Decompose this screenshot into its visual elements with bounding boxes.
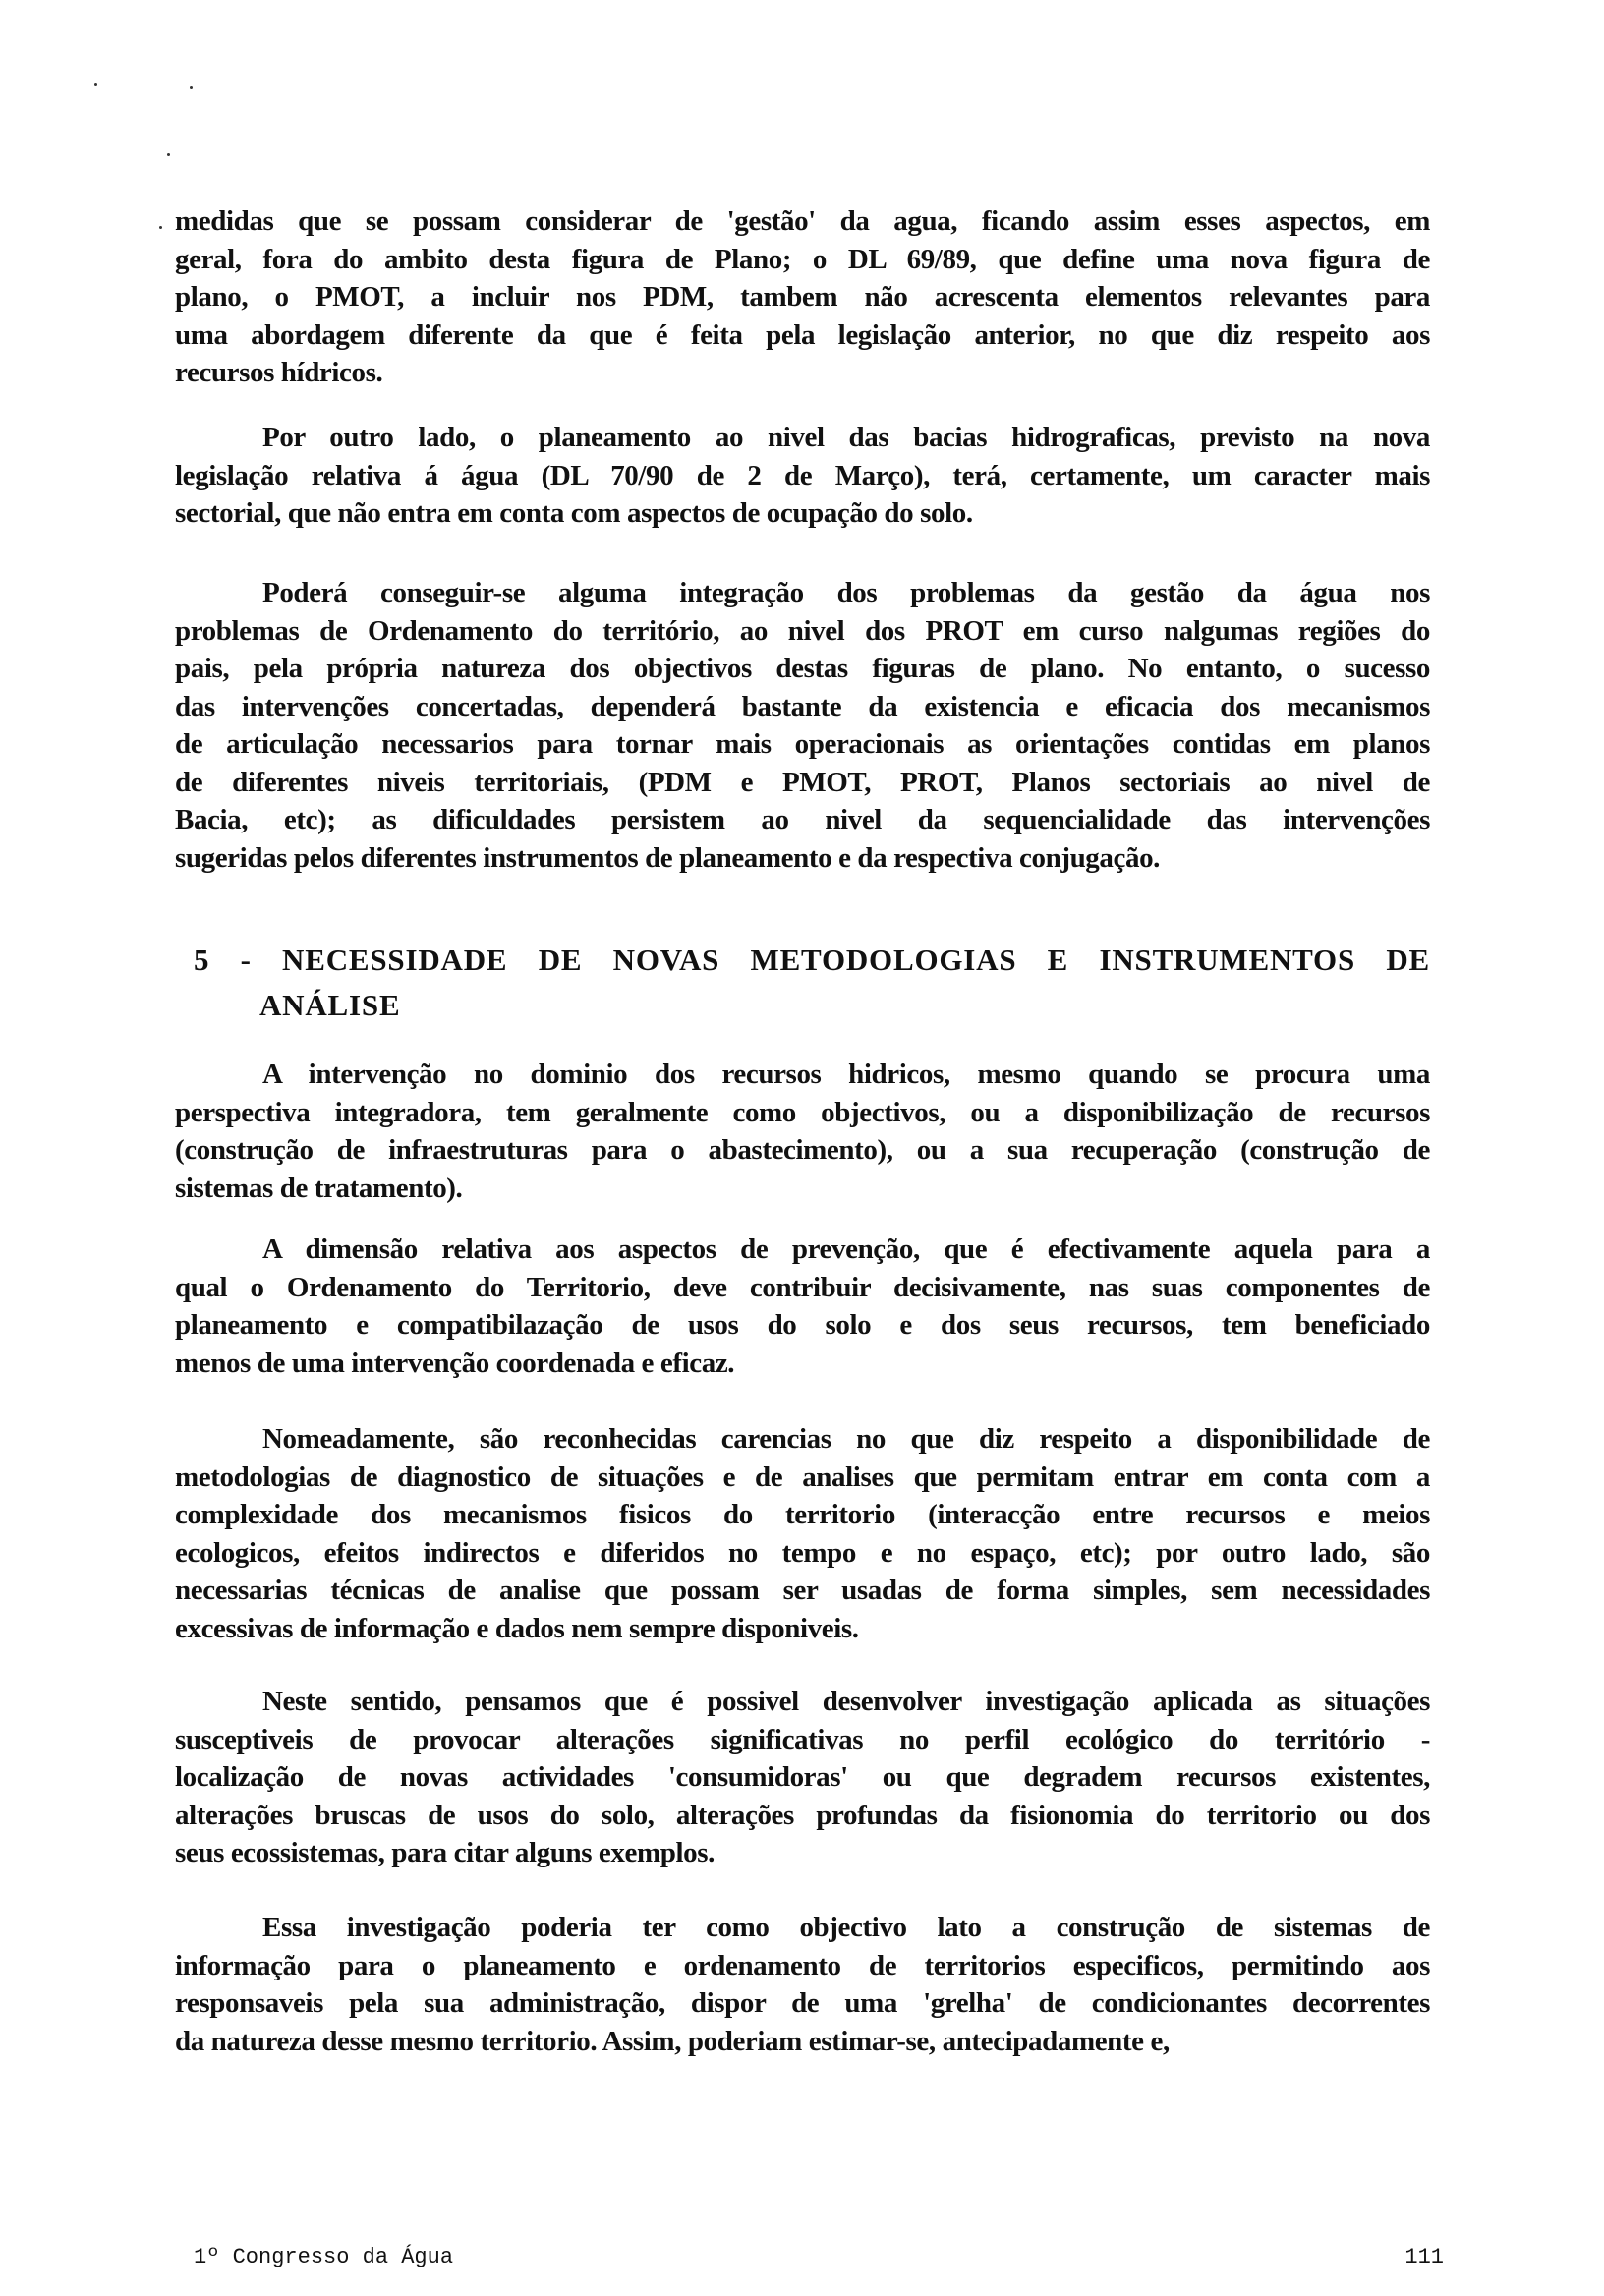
scan-speck	[167, 153, 170, 156]
text-line: Por outro lado, o planeamento ao nivel das bacias hidrograficas, previsto na nova	[262, 422, 1430, 453]
text-line: excessivas de informação e dados nem sempre disponiveis.	[175, 1612, 859, 1644]
paragraph	[175, 419, 1430, 533]
scan-speck	[159, 226, 162, 229]
text-line: necessarias técnicas de analise que possam ser usadas de forma simples, sem necessidades	[175, 1575, 1430, 1606]
text-line: A intervenção no dominio dos recursos hidricos, mesmo quando se procura uma	[262, 1059, 1430, 1090]
paragraph	[175, 202, 1430, 392]
text-line: (construção de infraestruturas para o abastecimento), ou a sua recuperação (construção de	[175, 1134, 1430, 1166]
page-footer	[194, 2245, 1444, 2269]
page-number: 111	[1404, 2245, 1444, 2269]
text-line: ecologicos, efeitos indirectos e diferidos no tempo e no espaço, etc); por outro lado, são	[175, 1536, 1430, 1569]
text-line: das intervenções concertadas, dependerá bastante da existencia e eficacia dos mecanismos	[175, 690, 1430, 722]
text-line: sistemas de tratamento).	[175, 1172, 463, 1204]
text-line: qual o Ordenamento do Territorio, deve contribuir decisivamente, nas suas componentes de	[175, 1271, 1430, 1303]
text-line: medidas que se possam considerar de 'gestão' da agua, ficando assim esses aspectos, em	[175, 205, 1430, 237]
text-line: Neste sentido, pensamos que é possivel desenvolver investigação aplicada as situações	[262, 1686, 1430, 1717]
section-heading-line-1: 5 - NECESSIDADE DE NOVAS METODOLOGIAS E INSTRUMENTOS DE	[194, 943, 1430, 977]
text-line: alterações bruscas de usos do solo, alterações profundas da fisionomia do territorio ou dos	[175, 1799, 1430, 1831]
section-heading	[194, 938, 1430, 1028]
paragraph	[175, 1909, 1430, 2060]
text-line: de articulação necessarios para tornar mais operacionais as orientações contidas em planos	[175, 728, 1430, 760]
text-line: problemas de Ordenamento do território, ao nivel dos PROT em curso nalgumas regiões do	[175, 614, 1430, 647]
scan-speck	[94, 83, 97, 86]
text-line: informação para o planeamento e ordenamento de territorios especificos, permitindo aos	[175, 1949, 1430, 1981]
text-line: geral, fora do ambito desta figura de Plano; o DL 69/89, que define uma nova figura de	[175, 243, 1430, 275]
paragraph	[175, 1420, 1430, 1647]
paragraph	[175, 1683, 1430, 1872]
text-line: recursos hídricos.	[175, 357, 383, 388]
text-line: A dimensão relativa aos aspectos de prevenção, que é efectivamente aquela para a	[262, 1234, 1430, 1265]
text-line: pais, pela própria natureza dos objectivos destas figuras de plano. No entanto, o sucesso	[175, 653, 1430, 684]
text-line: Nomeadamente, são reconhecidas carencias no que diz respeito a disponibilidade de	[262, 1423, 1430, 1455]
text-line: susceptiveis de provocar alterações significativas no perfil ecológico do território -	[175, 1723, 1430, 1755]
paragraph	[175, 1056, 1430, 1207]
section-heading-line-2: ANÁLISE	[259, 988, 401, 1022]
footer-title: 1º Congresso da Água	[194, 2245, 454, 2269]
text-line: legislação relativa á água (DL 70/90 de 2 de Março), terá, certamente, um caracter mais	[175, 459, 1430, 491]
text-line: plano, o PMOT, a incluir nos PDM, tambem não acrescenta elementos relevantes para	[175, 281, 1430, 313]
text-line: uma abordagem diferente da que é feita pela legislação anterior, no que diz respeito aos	[175, 318, 1430, 351]
paragraph	[175, 1231, 1430, 1382]
text-line: localização de novas actividades 'consumidoras' ou que degradem recursos existentes,	[175, 1761, 1430, 1793]
text-line: metodologias de diagnostico de situações e de analises que permitam entrar em conta com a	[175, 1461, 1430, 1493]
scan-speck	[190, 86, 193, 89]
text-line: Poderá conseguir-se alguma integração dos problemas da gestão da água nos	[262, 577, 1430, 608]
paragraph	[175, 574, 1430, 877]
text-line: menos de uma intervenção coordenada e eficaz.	[175, 1347, 735, 1379]
text-line: seus ecossistemas, para citar alguns exemplos.	[175, 1837, 715, 1868]
text-line: responsaveis pela sua administração, dispor de uma 'grelha' de condicionantes decorrentes	[175, 1987, 1430, 2019]
text-line: da natureza desse mesmo territorio. Assim, poderiam estimar-se, antecipadamente e,	[175, 2025, 1170, 2057]
text-line: Essa investigação poderia ter como objectivo lato a construção de sistemas de	[262, 1912, 1430, 1943]
text-line: sectorial, que não entra em conta com aspectos de ocupação do solo.	[175, 497, 973, 529]
text-line: planeamento e compatibilazação de usos do solo e dos seus recursos, tem beneficiado	[175, 1309, 1430, 1341]
text-line: complexidade dos mecanismos fisicos do territorio (interacção entre recursos e meios	[175, 1499, 1430, 1530]
text-line: perspectiva integradora, tem geralmente como objectivos, ou a disponibilização de recursos	[175, 1096, 1430, 1128]
text-line: Bacia, etc); as dificuldades persistem ao nivel da sequencialidade das intervenções	[175, 804, 1430, 835]
text-line: sugeridas pelos diferentes instrumentos de planeamento e da respectiva conjugação.	[175, 841, 1161, 874]
text-line: de diferentes niveis territoriais, (PDM e PMOT, PROT, Planos sectoriais ao nivel de	[175, 766, 1430, 798]
